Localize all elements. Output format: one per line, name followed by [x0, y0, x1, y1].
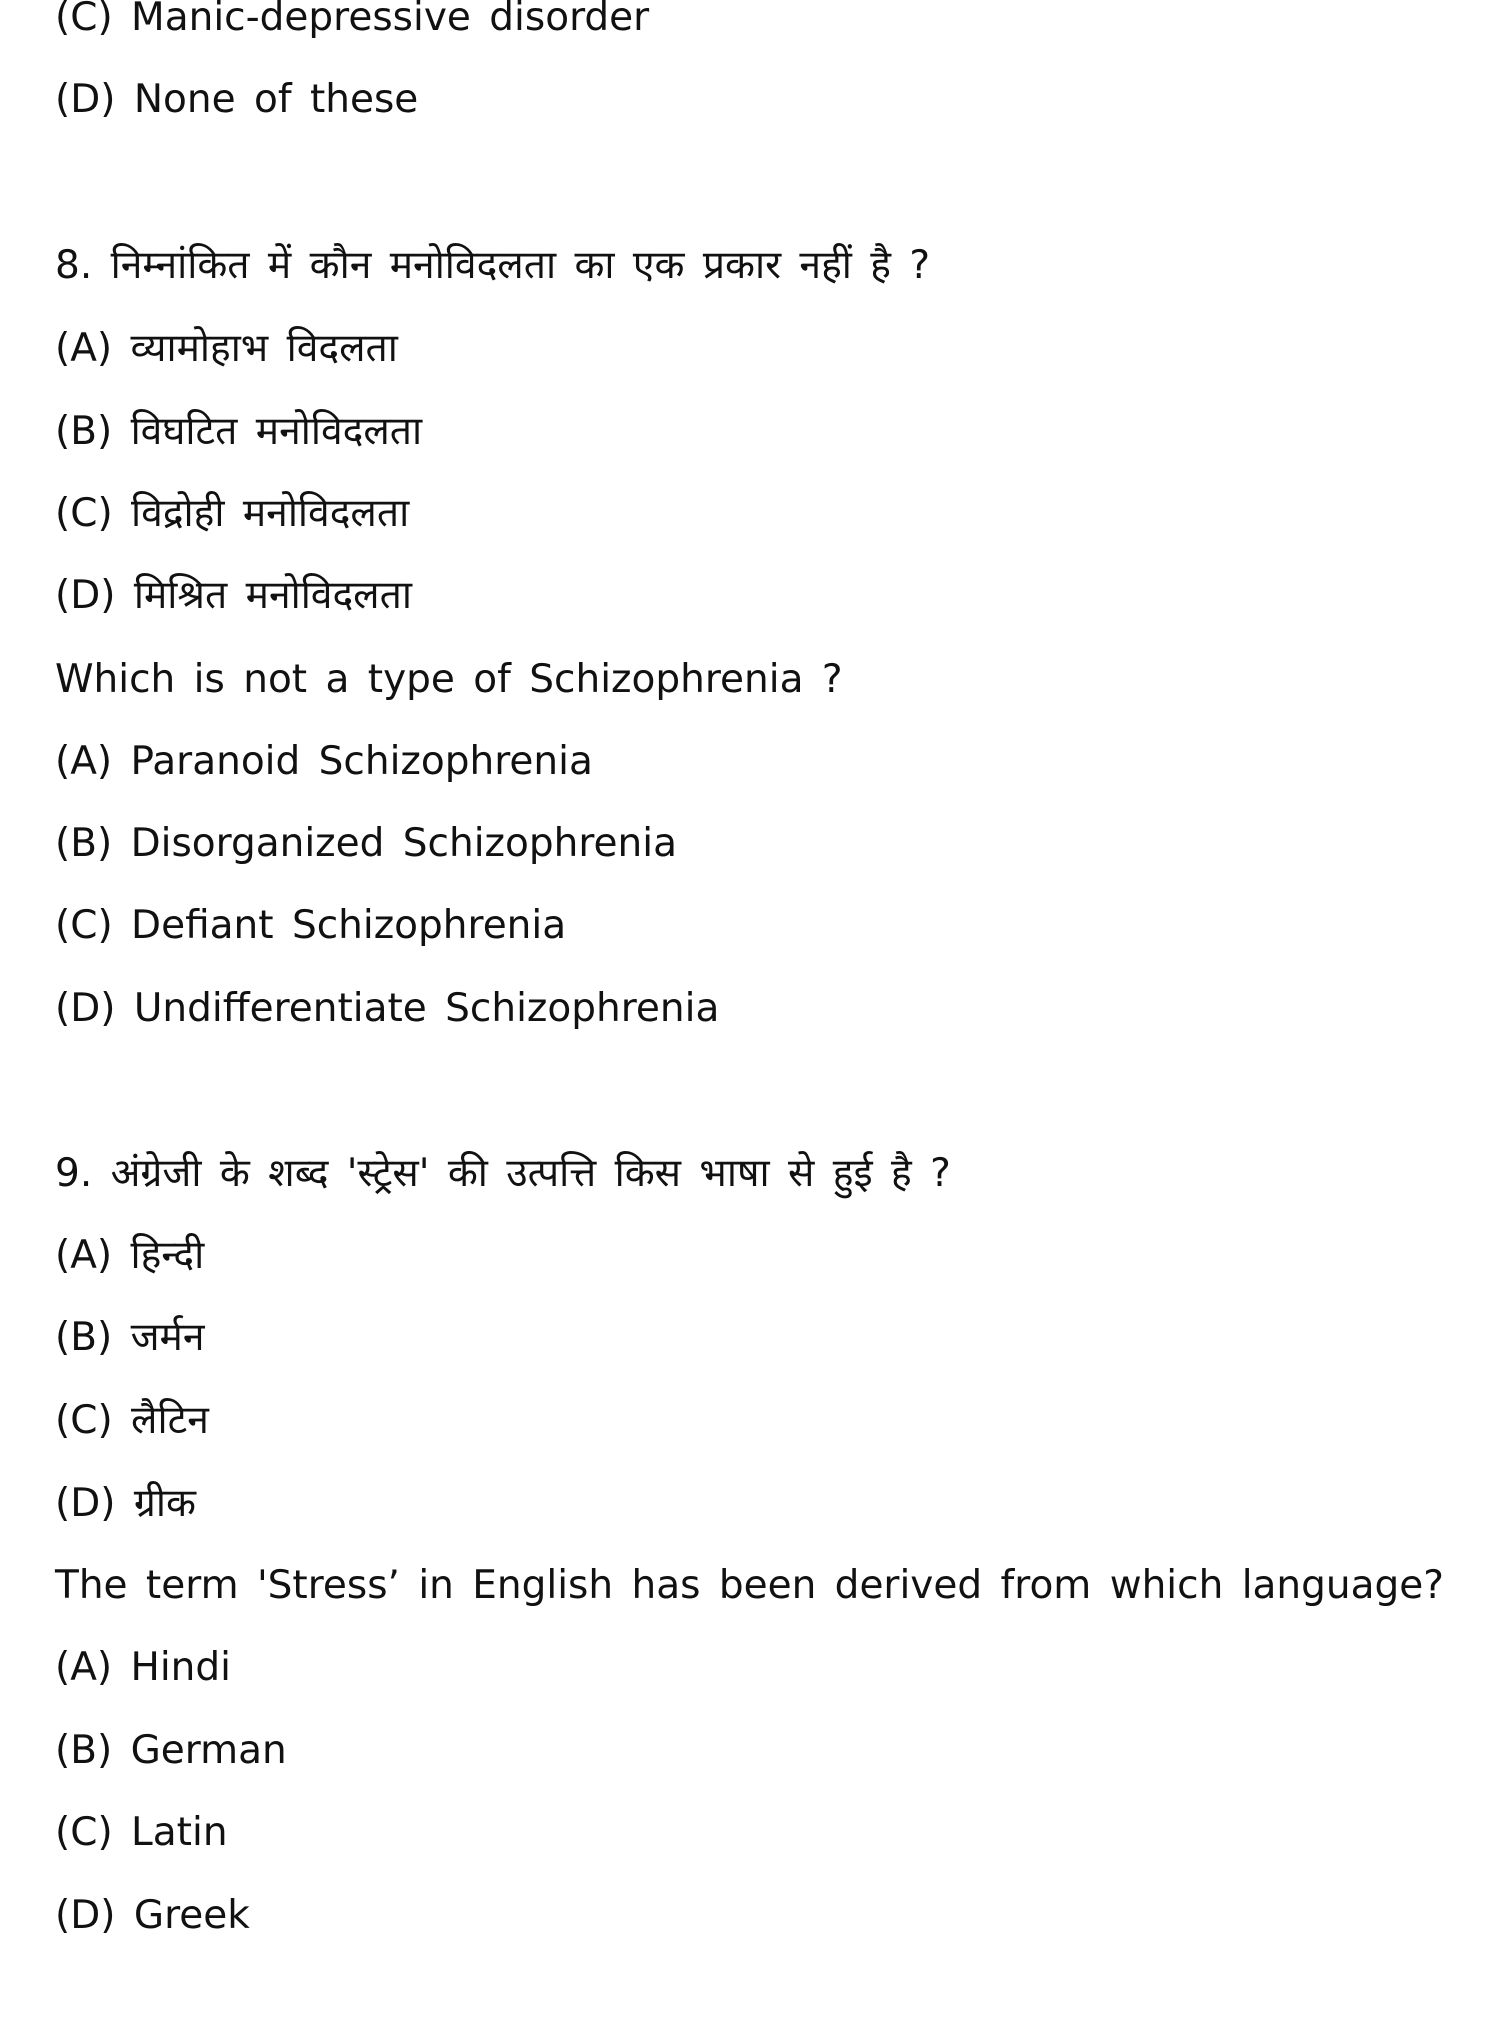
q8-english-option-c: (C) Defiant Schizophrenia [55, 903, 567, 948]
q9-english-option-a: (A) Hindi [55, 1645, 231, 1690]
q9-hindi-option-c: (C) लैटिन [55, 1398, 209, 1443]
q9-english-option-b: (B) German [55, 1728, 287, 1773]
q7-option-c: (C) Manic-depressive disorder [55, 0, 650, 40]
q8-english-question: Which is not a type of Schizophrenia ? [55, 657, 843, 702]
q8-hindi-question: 8. निम्नांकित में कौन मनोविदलता का एक प्रकार नहीं है ? [55, 243, 931, 288]
q8-english-option-b: (B) Disorganized Schizophrenia [55, 821, 677, 866]
q8-hindi-option-c: (C) विद्रोही मनोविदलता [55, 491, 410, 536]
q8-english-option-d: (D) Undifferentiate Schizophrenia [55, 986, 720, 1031]
q9-hindi-option-d: (D) ग्रीक [55, 1481, 196, 1526]
q9-english-option-d: (D) Greek [55, 1893, 250, 1938]
q8-english-option-a: (A) Paranoid Schizophrenia [55, 739, 593, 784]
q8-hindi-option-a: (A) व्यामोहाभ विदलता [55, 326, 398, 371]
q9-hindi-option-a: (A) हिन्दी [55, 1233, 205, 1278]
q8-hindi-option-d: (D) मिश्रित मनोविदलता [55, 573, 412, 618]
q9-hindi-question: 9. अंग्रेजी के शब्द 'स्ट्रेस' की उत्पत्ति किस भाषा से हुई है ? [55, 1151, 951, 1196]
q7-option-d: (D) None of these [55, 77, 419, 122]
q9-english-option-c: (C) Latin [55, 1810, 228, 1855]
q9-english-question: The term 'Stress’ in English has been derived from which language? [55, 1563, 1444, 1608]
q9-hindi-option-b: (B) जर्मन [55, 1315, 205, 1360]
q8-hindi-option-b: (B) विघटित मनोविदलता [55, 409, 423, 454]
